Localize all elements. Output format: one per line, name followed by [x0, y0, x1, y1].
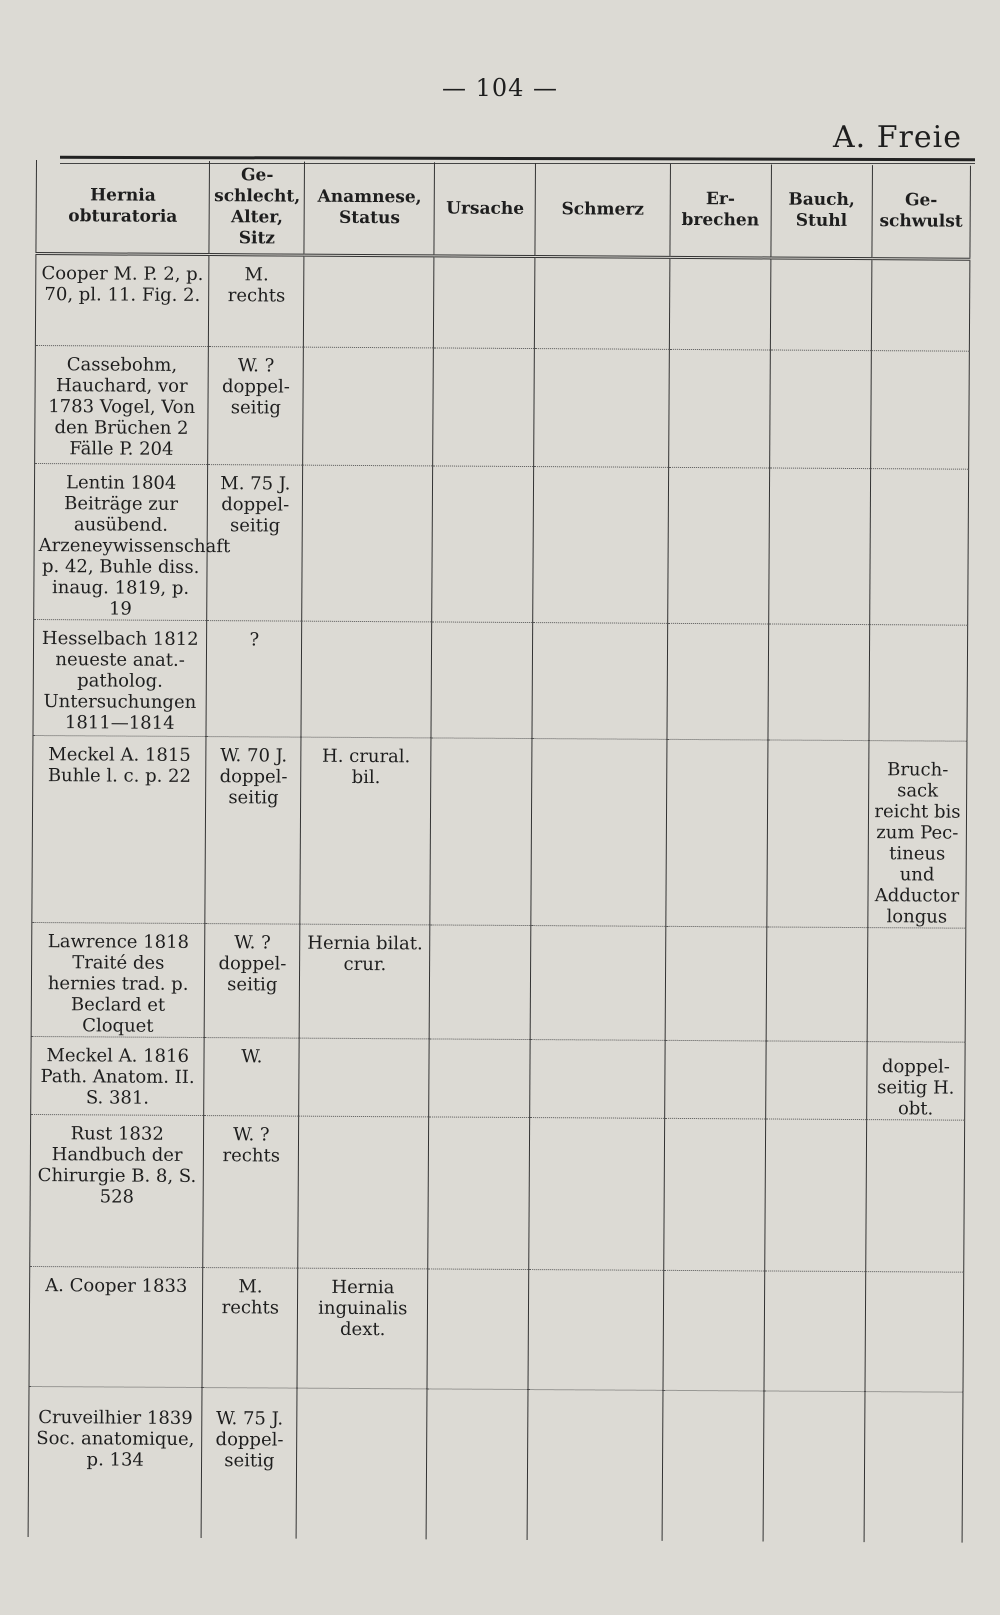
cell-abdomen [764, 1271, 866, 1392]
cell-cause [428, 1117, 530, 1270]
cell-anamnesis [299, 1038, 430, 1117]
cell-tumor [871, 259, 970, 352]
cell-tumor: doppel- seitig H. obt. [867, 1042, 966, 1121]
cell-abdomen [768, 468, 870, 625]
cell-abdomen [763, 1391, 865, 1542]
cell-tumor: Bruch- sack reicht bis zum Pec- tineus und Adductor longus [868, 741, 967, 929]
table-header-row [36, 160, 971, 259]
header-schmerz: Schmerz [535, 163, 670, 257]
cell-anamnesis: Hernia inguinalis dext. [297, 1268, 428, 1389]
header-bauch-stuhl: Bauch, Stuhl [771, 164, 873, 258]
cell-anamnesis [303, 347, 434, 466]
cell-vomiting [665, 926, 767, 1041]
cell-vomiting [665, 739, 767, 927]
header-geschwulst: Ge- schwulst [872, 165, 971, 259]
cell-tumor [866, 1120, 965, 1273]
cell-source: A. Cooper 1833 [29, 1266, 203, 1387]
cell-sex-age-side: W. ? rechts [203, 1116, 299, 1269]
cell-pain [533, 467, 668, 624]
cell-vomiting [667, 623, 769, 740]
cell-cause [430, 738, 532, 926]
cell-anamnesis: H. crural. bil. [300, 737, 431, 925]
cell-source: Lentin 1804 Beiträge zur ausübend. Arzeneywissenschaft p. 42, Buhle diss. inaug. 1819, p. 19 [34, 463, 208, 620]
page-number: — 104 — [441, 74, 559, 102]
cell-source: Meckel A. 1815 Buhle l. c. p. 22 [32, 735, 207, 923]
header-hernia-obturatoria: Hernia obturatoria [36, 160, 210, 255]
cell-abdomen [770, 258, 872, 351]
cell-source: Cooper M. P. 2, p. 70, pl. 11. Fig. 2. [35, 254, 209, 347]
header-anamnese: Anamnese, Status [304, 162, 435, 256]
cell-cause [432, 466, 534, 623]
cell-vomiting [662, 1390, 764, 1541]
cell-tumor [864, 1392, 963, 1543]
cell-pain [528, 1390, 663, 1541]
cell-cause [431, 622, 533, 739]
cell-vomiting [669, 257, 771, 350]
table-row [35, 254, 970, 352]
cell-cause [426, 1389, 528, 1540]
cell-source: Meckel A. 1816 Path. Anatom. II. S. 381. [31, 1036, 205, 1115]
cell-cause [434, 256, 536, 349]
table-row [31, 1036, 965, 1120]
cell-pain [528, 1270, 663, 1391]
cell-vomiting [668, 349, 770, 468]
cell-pain [531, 926, 666, 1041]
cell-anamnesis [301, 621, 432, 738]
cell-anamnesis [304, 255, 435, 348]
cell-pain [530, 1040, 665, 1119]
table-row [31, 922, 966, 1042]
cell-source: Cruveilhier 1839 Soc. anatomique, p. 134 [28, 1386, 202, 1537]
header-erbrechen: Er- brechen [670, 164, 772, 258]
cell-sex-age-side: W. [204, 1038, 299, 1117]
cell-pain [535, 257, 670, 350]
cell-source: Cassebohm, Hauchard, vor 1783 Vogel, Von den Brüchen 2 Fälle P. 204 [35, 345, 209, 464]
cell-anamnesis: Hernia bilat. crur. [299, 924, 430, 1039]
cell-sex-age-side: M. 75 J. doppel- seitig [207, 465, 303, 622]
cell-source: Lawrence 1818 Traité des hernies trad. p. Beclard et Cloquet [31, 922, 205, 1037]
cell-vomiting [664, 1040, 766, 1119]
table-row [34, 463, 969, 625]
cell-tumor [867, 928, 966, 1043]
cell-sex-age-side: W. ? doppel- seitig [205, 924, 301, 1039]
cell-anamnesis [302, 465, 433, 622]
cell-abdomen [767, 740, 869, 928]
table-row [32, 735, 967, 928]
cell-vomiting [663, 1118, 765, 1271]
cell-cause [429, 1039, 531, 1118]
table-row [30, 1114, 965, 1272]
header-geschlecht: Ge- schlecht, Alter, Sitz [209, 161, 305, 255]
cell-sex-age-side: M. rechts [202, 1268, 298, 1389]
cell-abdomen [766, 927, 868, 1042]
cell-cause [429, 925, 531, 1040]
table-wrapper [28, 160, 971, 1526]
header-ursache: Ursache [434, 162, 536, 256]
cell-abdomen [769, 350, 871, 469]
cell-tumor [865, 1272, 964, 1393]
cell-anamnesis [296, 1388, 427, 1539]
cell-abdomen [768, 624, 870, 741]
cell-vomiting [663, 1270, 765, 1391]
cell-sex-age-side: ? [206, 621, 302, 738]
cell-sex-age-side: W. 75 J. doppel- seitig [201, 1388, 297, 1539]
running-head: A. Freie [833, 120, 962, 155]
cell-abdomen [764, 1119, 866, 1272]
cell-source: Rust 1832 Handbuch der Chirurgie B. 8, S. 528 [30, 1114, 204, 1267]
cell-pain [529, 1118, 664, 1271]
hernia-obturatoria-table [28, 160, 971, 1542]
cell-tumor [870, 469, 969, 626]
cell-vomiting [667, 467, 769, 624]
cell-pain [531, 739, 666, 927]
cell-pain [534, 349, 669, 468]
table-row [29, 1266, 964, 1392]
cell-cause [433, 348, 535, 467]
table-row [28, 1386, 963, 1542]
cell-tumor [869, 625, 968, 742]
table-row [35, 345, 970, 469]
cell-anamnesis [298, 1116, 429, 1269]
cell-tumor [871, 351, 970, 470]
table-row [33, 619, 968, 741]
cell-sex-age-side: W. 70 J. doppel- seitig [205, 737, 301, 925]
cell-abdomen [765, 1041, 867, 1120]
cell-sex-age-side: W. ? doppel- seitig [208, 347, 304, 466]
cell-sex-age-side: M. rechts [209, 255, 304, 348]
cell-cause [427, 1269, 529, 1390]
cell-source: Hesselbach 1812 neueste anat.-patholog. Untersuchungen 1811—1814 [33, 619, 207, 736]
cell-pain [532, 623, 667, 740]
